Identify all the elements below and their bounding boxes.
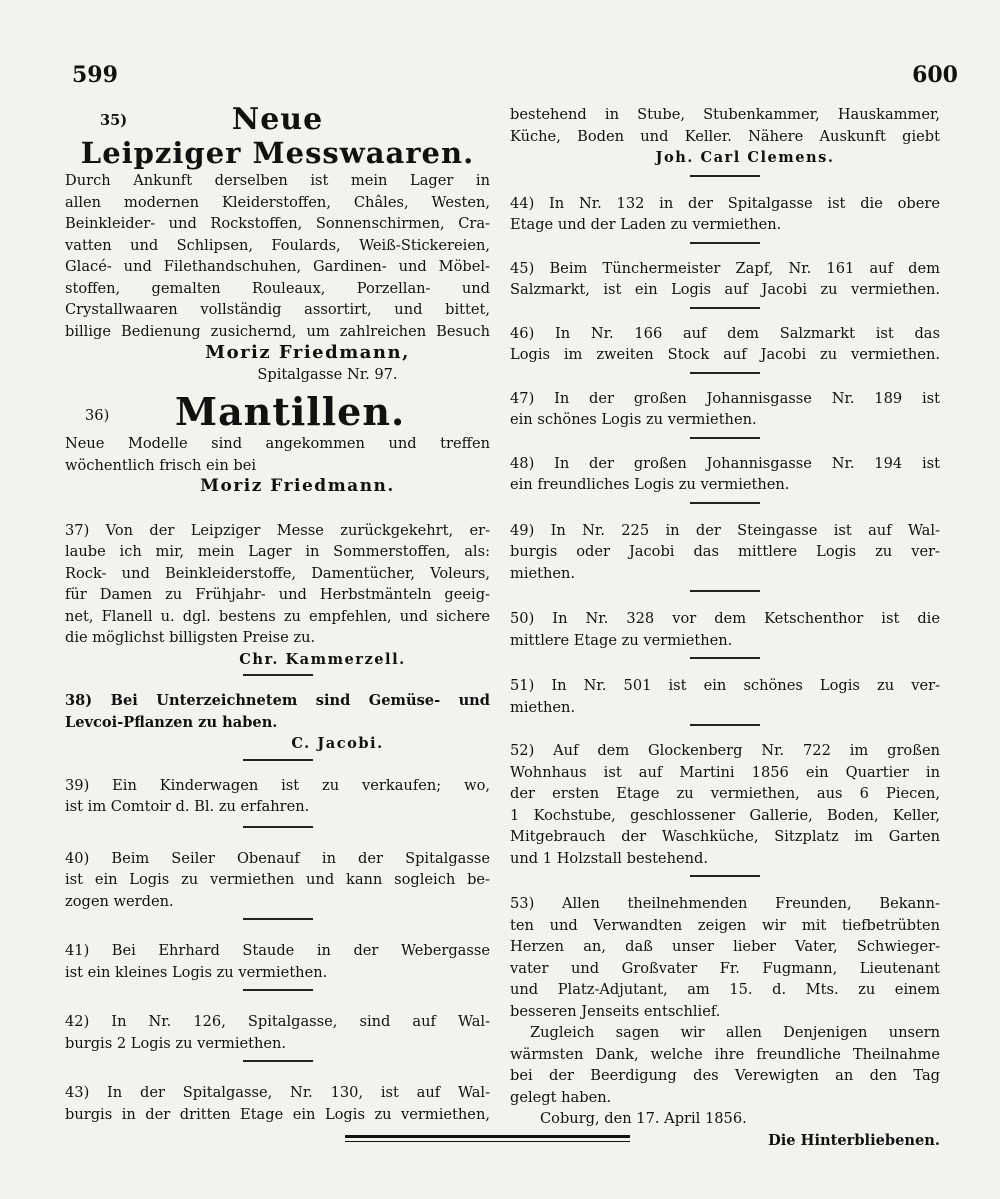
ad-body (510, 258, 940, 301)
ad-body (65, 940, 490, 983)
ad-body (510, 893, 940, 1022)
ad-41 (65, 940, 490, 983)
text-line: laube ich mir, mein Lager in Sommerstoffen, als: (65, 543, 490, 560)
text-line: Neue Modelle sind angekommen und treffen (65, 435, 490, 452)
text-line: miethen. (510, 698, 576, 716)
divider (243, 989, 313, 991)
divider (690, 875, 760, 877)
text-line: vater und Großvater Fr. Fugmann, Lieutenant (510, 959, 940, 977)
text-line: burgis 2 Logis zu vermiethen. (65, 1034, 287, 1052)
ad-body (510, 104, 940, 147)
ad-signature: Moriz Friedmann. (200, 476, 395, 496)
text-line: gelegt haben. (510, 1088, 612, 1106)
ad-48 (510, 453, 940, 496)
text-line: 38) Bei Unterzeichnetem sind Gemüse- und (65, 692, 490, 709)
text-line: bestehend in Stube, Stubenkammer, Hauskammer, (510, 106, 940, 123)
text-line: Levcoi-Pflanzen zu haben. (65, 713, 278, 731)
ad-body (510, 323, 940, 366)
text-line: vatten und Schlipsen, Foulards, Weiß-Stickereien, (65, 236, 490, 254)
ad-signature: Moriz Friedmann, (205, 342, 410, 363)
ad-body (65, 520, 490, 649)
text-line: Wohnhaus ist auf Martini 1856 ein Quartier in (510, 763, 940, 781)
text-line: Beinkleider- und Rockstoffen, Sonnenschirmen, Cra- (65, 215, 490, 232)
ad-title: Leipziger Messwaaren. (80, 136, 475, 170)
text-line: allen modernen Kleiderstoffen, Châles, Westen, (65, 193, 490, 211)
ad-47 (510, 388, 940, 431)
ad-39 (65, 775, 490, 818)
ad-36 (65, 391, 490, 498)
text-line: 53) Allen theilnehmenden Freunden, Bekann- (510, 895, 940, 912)
ad-43-continued (510, 104, 940, 169)
text-line: wärmsten Dank, welche ihre freundliche Theilnahme (510, 1045, 940, 1063)
text-line: ein schönes Logis zu vermiethen. (510, 411, 757, 428)
divider (690, 657, 760, 659)
ad-body (65, 1011, 490, 1054)
text-line: 47) In der großen Johannisgasse Nr. 189 ist (510, 389, 940, 407)
closing-rule (345, 1141, 630, 1142)
text-line: ten und Verwandten zeigen wir mit tiefbetrübten (510, 916, 940, 934)
ad-49 (510, 520, 940, 585)
text-line: Herzen an, daß unser lieber Vater, Schwieger- (510, 938, 940, 955)
ad-title: Mantillen. (175, 389, 406, 434)
ad-signature: C. Jacobi. (291, 735, 384, 752)
divider (690, 242, 760, 244)
text-line: 37) Von der Leipziger Messe zurückgekehrt, er- (65, 521, 490, 539)
divider (690, 502, 760, 504)
ad-44 (510, 193, 940, 236)
ad-38 (65, 690, 490, 755)
ad-signature: Chr. Kammerzell. (239, 650, 406, 668)
text-line: 48) In der großen Johannisgasse Nr. 194 ist (510, 454, 940, 472)
ad-body (65, 690, 490, 733)
text-line: bei der Beerdigung des Verewigten an den Tag (510, 1067, 940, 1084)
ad-signature: Joh. Carl Clemens. (655, 149, 835, 166)
text-line: burgis oder Jacobi das mittlere Logis zu ver- (510, 543, 940, 560)
ad-46 (510, 323, 940, 366)
text-line: billige Bedienung zusichernd, um zahlreichen Besuch (65, 322, 490, 340)
text-line: 51) In Nr. 501 ist ein schönes Logis zu ver- (510, 677, 940, 694)
ad-53 (510, 893, 940, 1151)
text-line: Salzmarkt, ist ein Logis auf Jacobi zu vermiethen. (510, 281, 940, 298)
text-line: besseren Jenseits entschlief. (510, 1002, 721, 1020)
page-number-right: 600 (912, 62, 958, 88)
text-line: 39) Ein Kinderwagen ist zu verkaufen; wo, (65, 776, 490, 794)
ad-signature: Die Hinterbliebenen. (768, 1131, 940, 1149)
divider (243, 1060, 313, 1062)
divider (243, 759, 313, 761)
text-line: Küche, Boden und Keller. Nähere Auskunft giebt (510, 127, 940, 145)
text-line: der ersten Etage zu vermiethen, aus 6 Piecen, (510, 785, 940, 802)
ad-address: Spitalgasse Nr. 97. (257, 365, 398, 383)
closing-rule (345, 1135, 630, 1138)
ad-title: Neue (231, 102, 324, 137)
ad-body (65, 1082, 490, 1125)
text-line: wöchentlich frisch ein bei (65, 456, 257, 474)
divider (690, 437, 760, 439)
ad-body (65, 170, 490, 342)
ad-51 (510, 675, 940, 718)
ad-37 (65, 520, 490, 671)
text-line: ist ein kleines Logis zu vermiethen. (65, 963, 328, 981)
ad-42 (65, 1011, 490, 1054)
text-line: 49) In Nr. 225 in der Steingasse ist auf Wal- (510, 521, 940, 539)
ad-body (510, 1022, 940, 1108)
page-number-left: 599 (72, 62, 118, 88)
text-line: die möglichst billigsten Preise zu. (65, 629, 316, 646)
divider (243, 674, 313, 676)
text-line: 50) In Nr. 328 vor dem Ketschenthor ist die (510, 610, 940, 627)
text-line: 45) Beim Tünchermeister Zapf, Nr. 161 auf dem (510, 259, 940, 277)
ad-body (65, 848, 490, 913)
text-line: ist ein Logis zu vermiethen und kann sogleich be- (65, 871, 490, 888)
text-line: und 1 Holzstall bestehend. (510, 849, 708, 867)
ad-50 (510, 608, 940, 651)
divider (690, 175, 760, 177)
ad-body (510, 388, 940, 431)
text-line: Durch Ankunft derselben ist mein Lager in (65, 172, 490, 189)
text-line: und Platz-Adjutant, am 15. d. Mts. zu einem (510, 981, 940, 998)
ad-number: 36) (85, 407, 110, 424)
text-line: 1 Kochstube, geschlossener Gallerie, Boden, Keller, (510, 806, 940, 824)
text-line: 41) Bei Ehrhard Staude in der Webergasse (65, 942, 490, 959)
text-line: 40) Beim Seiler Obenauf in der Spitalgasse (65, 849, 490, 867)
ad-40 (65, 848, 490, 913)
text-line: net, Flanell u. dgl. bestens zu empfehlen, und sichere (65, 607, 490, 625)
divider (690, 724, 760, 726)
text-line: Rock- und Beinkleiderstoffe, Damentücher, Voleurs, (65, 564, 490, 582)
right-column (510, 104, 940, 1151)
text-line: 43) In der Spitalgasse, Nr. 130, ist auf Wal- (65, 1084, 490, 1101)
text-line: ein freundliches Logis zu vermiethen. (510, 476, 790, 493)
divider (690, 307, 760, 309)
text-line: Zugleich sagen wir allen Denjenigen unsern (530, 1024, 940, 1041)
divider (690, 590, 760, 592)
text-line: Mitgebrauch der Waschküche, Sitzplatz im Garten (510, 828, 940, 845)
text-line: für Damen zu Frühjahr- und Herbstmänteln geeig- (65, 586, 490, 603)
text-line: mittlere Etage zu vermiethen. (510, 631, 733, 649)
ad-body (510, 608, 940, 651)
text-line: stoffen, gemalten Rouleaux, Porzellan- und (65, 279, 490, 297)
text-line: burgis in der dritten Etage ein Logis zu vermiethen, (65, 1105, 490, 1123)
ad-52 (510, 740, 940, 869)
divider (243, 826, 313, 828)
text-line: Logis im zweiten Stock auf Jacobi zu vermiethen. (510, 346, 940, 363)
text-line: ist im Comtoir d. Bl. zu erfahren. (65, 798, 310, 815)
text-line: Glacé- und Filethandschuhen, Gardinen- und Möbel- (65, 258, 490, 275)
text-line: 52) Auf dem Glockenberg Nr. 722 im großen (510, 742, 940, 759)
text-line: miethen. (510, 564, 576, 582)
ad-body (510, 740, 940, 869)
ad-body (510, 453, 940, 496)
ad-body (65, 433, 490, 476)
ad-43 (65, 1082, 490, 1125)
text-line: Crystallwaaren vollständig assortirt, und bittet, (65, 301, 490, 318)
ad-45 (510, 258, 940, 301)
text-line: 46) In Nr. 166 auf dem Salzmarkt ist das (510, 324, 940, 342)
divider (690, 372, 760, 374)
ad-place-date: Coburg, den 17. April 1856. (540, 1110, 747, 1127)
divider (243, 918, 313, 920)
ad-number: 35) (100, 112, 128, 129)
left-column (65, 104, 490, 1125)
ad-35 (65, 104, 490, 385)
ad-body (65, 775, 490, 818)
ad-body (510, 675, 940, 718)
ad-body (510, 193, 940, 236)
text-line: 44) In Nr. 132 in der Spitalgasse ist die obere (510, 194, 940, 212)
text-line: Etage und der Laden zu vermiethen. (510, 216, 782, 233)
ad-body (510, 520, 940, 585)
text-line: zogen werden. (65, 892, 174, 910)
text-line: 42) In Nr. 126, Spitalgasse, sind auf Wal- (65, 1013, 490, 1030)
